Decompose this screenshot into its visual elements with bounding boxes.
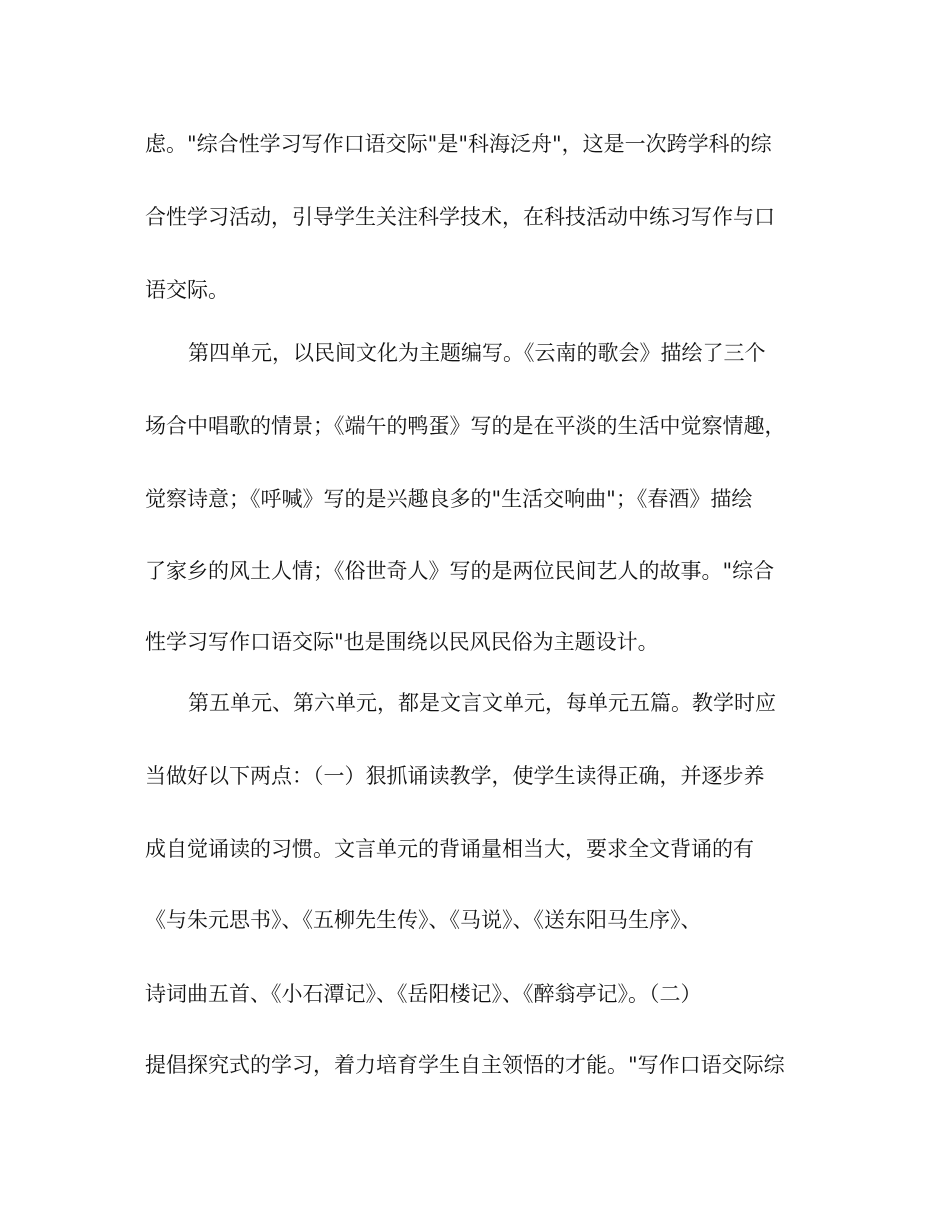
text-line: 语交际。 — [145, 278, 229, 302]
text-line: 性学习写作口语交际"也是围绕以民风民俗为主题设计。 — [145, 630, 659, 654]
paragraph-start-line: 第五单元、第六单元，都是文言文单元，每单元五篇。教学时应 — [188, 691, 776, 715]
text-line: 成自觉诵读的习惯。文言单元的背诵量相当大，要求全文背诵的有 — [145, 837, 754, 861]
text-line: 了家乡的风土人情；《俗世奇人》写的是两位民间艺人的故事。"综合 — [145, 559, 775, 583]
text-line: 当做好以下两点：（一）狠抓诵读教学，使学生读得正确，并逐步养 — [145, 764, 765, 788]
paragraph-start-line: 第四单元，以民间文化为主题编写。《云南的歌会》描绘了三个 — [188, 341, 766, 365]
text-line: 虑。"综合性学习写作口语交际"是"科海泛舟"，这是一次跨学科的综 — [145, 132, 772, 156]
text-line: 场合中唱歌的情景；《端午的鸭蛋》写的是在平淡的生活中觉察情趣， — [145, 414, 786, 438]
text-line: 诗词曲五首、《小石潭记》、《岳阳楼记》、《醉翁亭记》。（二） — [145, 982, 702, 1006]
text-line: 合性学习活动，引导学生关注科学技术，在科技活动中练习写作与口 — [145, 205, 775, 229]
text-line: 觉察诗意；《呼喊》写的是兴趣良多的"生活交响曲"；《春酒》描绘 — [145, 487, 753, 511]
text-line: 《与朱元思书》、《五柳先生传》、《马说》、《送东阳马生序》、 — [145, 908, 702, 932]
text-line: 提倡探究式的学习，着力培育学生自主领悟的才能。"写作口语交际综 — [145, 1053, 785, 1077]
